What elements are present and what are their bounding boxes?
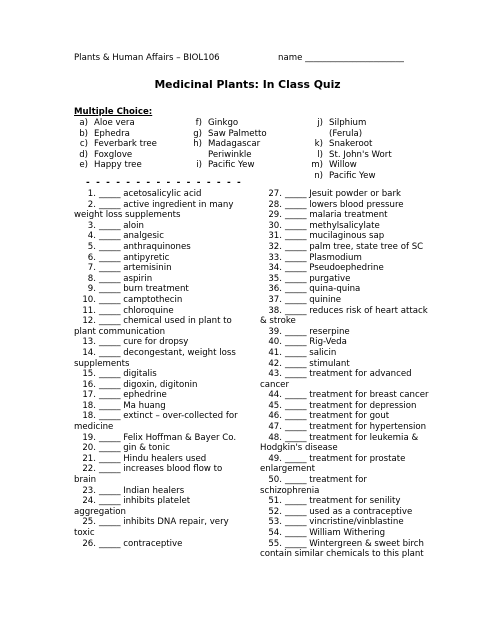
question-item — [260, 454, 438, 465]
question-number: 9. — [87, 284, 96, 295]
multiple-choice-heading: Multiple Choice: — [74, 107, 153, 117]
question-item — [260, 348, 438, 359]
question-number: 36. — [268, 284, 282, 295]
question-item — [260, 422, 438, 433]
question-text: _____ lowers blood pressure — [285, 199, 404, 210]
question-text: _____ aspirin — [99, 273, 153, 284]
question-number: 32. — [268, 241, 282, 252]
choice-letter: i) — [196, 160, 202, 171]
choice-option — [74, 129, 157, 140]
question-continuation: & stroke — [260, 316, 296, 327]
choice-letter: m) — [311, 160, 323, 171]
question-item — [260, 369, 438, 380]
question-text: _____ inhibits platelet — [99, 496, 191, 507]
choice-text: Ginkgo — [208, 118, 239, 128]
question-continuation: contain similar chemicals to this plant — [260, 549, 424, 560]
question-item — [260, 327, 438, 338]
question-item — [74, 189, 260, 200]
question-item — [260, 496, 438, 507]
question-text: _____ used as a contraceptive — [285, 506, 413, 517]
question-item — [74, 306, 260, 317]
choice-text: Madagascar Periwinkle — [208, 139, 261, 160]
section-divider: - - - - - - - - - - - - - - - - — [86, 178, 243, 188]
question-item — [74, 337, 260, 348]
question-text: _____ Ma huang — [99, 400, 166, 411]
question-text: _____ quinine — [285, 294, 342, 305]
choice-text: Willow — [329, 160, 357, 171]
question-item — [260, 306, 438, 317]
question-item — [74, 253, 260, 264]
question-item — [260, 401, 438, 412]
question-item — [74, 401, 260, 412]
question-item — [74, 284, 260, 295]
question-number: 46. — [268, 411, 282, 422]
choice-option — [309, 118, 392, 139]
choice-text: Aloe vera — [94, 118, 135, 128]
choice-letter: l) — [317, 149, 323, 160]
question-text: _____ artemisinin — [99, 263, 172, 274]
question-number: 39. — [268, 326, 282, 337]
question-item — [74, 464, 260, 475]
question-number: 22. — [82, 464, 96, 475]
question-item — [74, 242, 260, 253]
question-text: _____ aloin — [99, 220, 144, 231]
question-number: 21. — [82, 453, 96, 464]
question-text: _____ inhibits DNA repair, very — [99, 517, 229, 528]
question-text: _____ digoxin, digitonin — [99, 379, 198, 390]
question-text: _____ Wintergreen & sweet birch — [285, 538, 424, 549]
choice-option — [188, 139, 267, 160]
question-number: 24. — [82, 496, 96, 507]
question-number: 40. — [268, 337, 282, 348]
question-text: _____ ephedrine — [99, 390, 167, 401]
question-continuation: plant communication — [74, 326, 166, 337]
question-number: 37. — [268, 294, 282, 305]
question-number: 1. — [87, 189, 96, 199]
question-text: _____ methylsalicylate — [285, 220, 380, 231]
choice-column-3 — [309, 118, 392, 182]
question-text: _____ treatment for senility — [285, 496, 401, 507]
question-text: _____ camptothecin — [99, 294, 183, 305]
choice-letter: j) — [317, 118, 323, 128]
question-continuation: supplements — [74, 358, 130, 369]
question-item — [260, 390, 438, 401]
choice-option — [188, 160, 267, 171]
question-text: _____ reduces risk of heart attack — [285, 305, 428, 316]
question-number: 29. — [268, 210, 282, 221]
choice-option — [309, 171, 392, 182]
question-number: 18. — [82, 400, 96, 411]
question-item — [260, 189, 438, 200]
choice-option — [188, 118, 267, 129]
choice-text: Ephedra — [94, 128, 130, 139]
question-number: 55. — [268, 538, 282, 549]
question-number: 48. — [268, 432, 282, 443]
question-number: 19. — [82, 432, 96, 443]
question-number: 25. — [82, 517, 96, 528]
choice-option — [309, 150, 392, 161]
question-number: 38. — [268, 305, 282, 316]
question-number: 50. — [268, 475, 282, 486]
question-item — [260, 284, 438, 295]
question-text: _____ Indian healers — [99, 485, 185, 496]
question-text: _____ anthraquinones — [99, 241, 191, 252]
question-item — [260, 507, 438, 518]
question-item — [260, 337, 438, 348]
question-number: 44. — [268, 390, 282, 401]
question-number: 27. — [268, 189, 282, 199]
choice-letter: k) — [314, 139, 323, 150]
question-number: 49. — [268, 453, 282, 464]
question-item — [260, 253, 438, 264]
question-item — [74, 369, 260, 380]
question-number: 4. — [87, 231, 96, 242]
choice-letter: f) — [195, 118, 202, 128]
question-text: _____ Rig-Veda — [285, 337, 347, 348]
question-text: _____ treatment for — [285, 475, 367, 486]
question-text: _____ acetosalicylic acid — [99, 189, 202, 199]
question-text: _____ gin & tonic — [99, 443, 170, 454]
question-number: 43. — [268, 369, 282, 380]
choice-option — [309, 160, 392, 171]
question-item — [260, 475, 438, 486]
question-text: _____ treatment for depression — [285, 400, 417, 411]
question-number: 5. — [87, 241, 96, 252]
question-item — [74, 433, 260, 444]
question-item — [260, 433, 438, 444]
question-number: 6. — [87, 252, 96, 263]
question-item — [74, 263, 260, 274]
question-number: 13. — [82, 337, 96, 348]
question-number: 11. — [82, 305, 96, 316]
course-header: Plants & Human Affairs – BIOL106 — [74, 53, 220, 63]
choice-letter: d) — [79, 149, 88, 160]
question-text: _____ analgesic — [99, 231, 164, 242]
choice-letter: e) — [79, 160, 88, 171]
question-text: _____ treatment for hypertension — [285, 422, 427, 433]
question-number: 52. — [268, 506, 282, 517]
question-text: _____ treatment for leukemia & — [285, 432, 419, 443]
choice-column-1 — [74, 118, 157, 171]
question-text: _____ treatment for advanced — [285, 369, 412, 380]
question-number: 53. — [268, 517, 282, 528]
question-text: _____ vincristine/vinblastine — [285, 517, 404, 528]
choice-text: St. John's Wort — [329, 149, 392, 160]
question-text: _____ decongestant, weight loss — [99, 347, 236, 358]
choice-option — [74, 150, 157, 161]
question-number: 45. — [268, 400, 282, 411]
question-text: _____ extinct – over-collected for — [99, 411, 238, 422]
question-number: 35. — [268, 273, 282, 284]
question-number: 23. — [82, 485, 96, 496]
question-continuation: toxic — [74, 528, 95, 538]
page-title: Medicinal Plants: In Class Quiz — [154, 78, 341, 91]
question-continuation: brain — [74, 475, 97, 486]
question-item — [74, 221, 260, 232]
question-item — [74, 316, 260, 327]
question-number: 31. — [268, 231, 282, 242]
question-item — [260, 359, 438, 370]
question-text: _____ purgative — [285, 273, 351, 284]
choice-text: Foxglove — [94, 149, 133, 160]
question-number: 54. — [268, 528, 282, 538]
choice-letter: n) — [314, 170, 323, 181]
question-text: _____ contraceptive — [99, 538, 183, 549]
question-item — [260, 274, 438, 285]
question-number: 3. — [87, 220, 96, 231]
question-number: 12. — [82, 316, 96, 327]
choice-letter: g) — [193, 128, 202, 139]
question-item — [74, 411, 260, 422]
question-item — [74, 295, 260, 306]
question-number: 16. — [82, 379, 96, 390]
question-text: _____ Pseudoephedrine — [285, 263, 384, 274]
question-text: _____ salicin — [285, 347, 337, 358]
choice-letter: h) — [193, 139, 202, 150]
question-text: _____ burn treatment — [99, 284, 189, 295]
question-text: _____ active ingredient in many — [99, 199, 234, 210]
question-continuation: Hodgkin's disease — [260, 443, 338, 454]
question-text: _____ increases blood flow to — [99, 464, 223, 475]
choice-text: Happy tree — [94, 160, 142, 171]
question-item — [260, 295, 438, 306]
choice-letter: c) — [79, 139, 88, 150]
question-item — [260, 517, 438, 528]
question-number: 30. — [268, 220, 282, 231]
question-text: _____ Plasmodium — [285, 252, 362, 263]
question-text: _____ quina-quina — [285, 284, 361, 295]
question-number: 8. — [87, 273, 96, 284]
choice-text: Saw Palmetto — [208, 128, 267, 139]
choice-text: Snakeroot — [329, 139, 373, 150]
question-item — [260, 528, 438, 539]
question-text: _____ Felix Hoffman & Bayer Co. — [99, 432, 237, 443]
question-number: 15. — [82, 369, 96, 380]
question-item — [260, 242, 438, 253]
question-text: _____ Hindu healers used — [99, 453, 207, 464]
question-text: _____ palm tree, state tree of SC — [285, 241, 424, 252]
question-number: 47. — [268, 422, 282, 433]
choice-text: Silphium (Ferula) — [329, 118, 367, 139]
question-text: _____ chloroquine — [99, 305, 174, 316]
question-item — [74, 539, 260, 550]
question-text: _____ stimulant — [285, 358, 350, 369]
choice-letter: a) — [79, 118, 88, 128]
question-number: 17. — [82, 390, 96, 401]
question-continuation: enlargement — [260, 464, 315, 475]
question-item — [74, 390, 260, 401]
question-number: 18. — [82, 411, 96, 422]
question-item — [260, 411, 438, 422]
question-number: 42. — [268, 358, 282, 369]
question-text: _____ Jesuit powder or bark — [285, 189, 401, 199]
question-number: 34. — [268, 263, 282, 274]
question-text: _____ mucilaginous sap — [285, 231, 385, 242]
question-item — [74, 200, 260, 211]
question-text: _____ reserpine — [285, 326, 350, 337]
question-item — [260, 221, 438, 232]
question-number: 51. — [268, 496, 282, 507]
question-continuation: weight loss supplements — [74, 210, 181, 221]
question-item — [74, 443, 260, 454]
questions-right-column — [260, 189, 438, 560]
question-text: _____ treatment for gout — [285, 411, 390, 422]
question-item — [74, 274, 260, 285]
choice-option — [188, 129, 267, 140]
question-item — [74, 454, 260, 465]
question-number: 26. — [82, 538, 96, 549]
question-text: _____ treatment for breast cancer — [285, 390, 429, 401]
question-text: _____ digitalis — [99, 369, 157, 380]
choice-text: Pacific Yew — [208, 160, 255, 171]
question-text: _____ treatment for prostate — [285, 453, 406, 464]
choice-option — [74, 118, 157, 129]
question-number: 2. — [87, 199, 96, 210]
question-text: _____ malaria treatment — [285, 210, 388, 221]
question-item — [74, 486, 260, 497]
question-number: 14. — [82, 347, 96, 358]
questions-left-column — [74, 189, 260, 549]
choice-column-2 — [188, 118, 267, 171]
question-continuation: aggregation — [74, 506, 126, 517]
question-number: 10. — [82, 294, 96, 305]
question-item — [74, 496, 260, 507]
question-item — [260, 231, 438, 242]
choice-text: Pacific Yew — [329, 170, 376, 181]
question-item — [74, 348, 260, 359]
question-text: _____ chemical used in plant to — [99, 316, 232, 327]
choice-text: Feverbark tree — [94, 139, 157, 150]
question-text: _____ cure for dropsy — [99, 337, 189, 348]
choice-letter: b) — [79, 128, 88, 139]
question-number: 41. — [268, 347, 282, 358]
question-number: 33. — [268, 252, 282, 263]
choice-option — [309, 139, 392, 150]
question-item — [260, 210, 438, 221]
question-item — [260, 200, 438, 211]
choice-option — [74, 139, 157, 150]
question-item — [260, 263, 438, 274]
question-item — [74, 231, 260, 242]
question-number: 7. — [87, 263, 96, 274]
question-number: 20. — [82, 443, 96, 454]
question-continuation: cancer — [260, 379, 289, 390]
question-number: 28. — [268, 199, 282, 210]
name-field-label: name _______________________ — [278, 53, 404, 63]
question-continuation: medicine — [74, 422, 114, 433]
question-text: _____ antipyretic — [99, 252, 170, 263]
question-item — [74, 517, 260, 528]
choice-option — [74, 160, 157, 171]
question-text: _____ William Withering — [285, 528, 386, 538]
question-item — [74, 380, 260, 391]
question-continuation: schizophrenia — [260, 485, 320, 496]
question-item — [260, 539, 438, 550]
